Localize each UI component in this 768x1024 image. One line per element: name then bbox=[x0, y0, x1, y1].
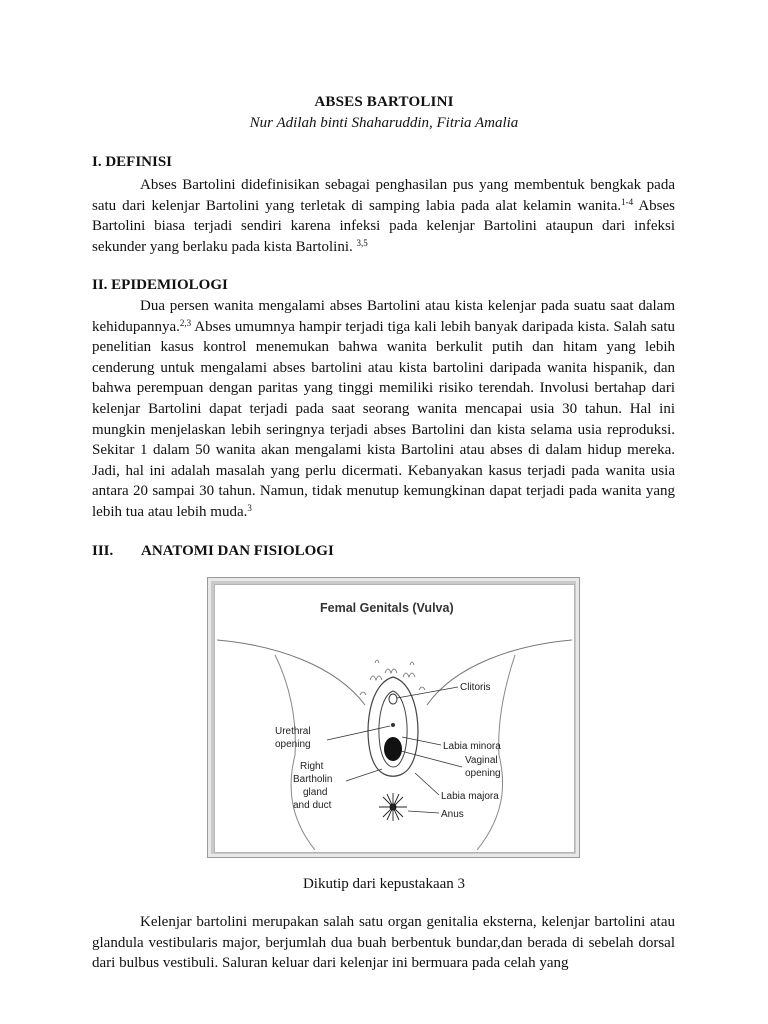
leader-labia-majora bbox=[415, 773, 439, 795]
vulva-diagram bbox=[215, 585, 574, 852]
leader-bartholin bbox=[346, 769, 382, 781]
label-bartholin-line4: and duct bbox=[293, 800, 332, 811]
paragraph-text: Abses Bartolini didefinisikan sebagai penghasilan pus yang membentuk bengkak pada satu dari kelenjar Bartolini yang terletak di samping labia pada alat kelamin wanita. bbox=[92, 177, 675, 214]
label-urethral-line2: opening bbox=[275, 739, 311, 750]
label-bartholin-line2: Bartholin bbox=[293, 774, 333, 785]
label-vaginal-line2: opening bbox=[465, 768, 501, 779]
clitoris-shape bbox=[389, 694, 397, 704]
leg-outline-left bbox=[275, 655, 315, 850]
section-number: III. bbox=[92, 543, 114, 559]
anatomy-figure bbox=[207, 577, 580, 858]
paragraph-epidemiologi bbox=[92, 296, 675, 523]
urethral-opening-shape bbox=[391, 723, 395, 727]
leader-urethral bbox=[327, 726, 390, 740]
label-bartholin-line1: Right bbox=[300, 761, 324, 772]
document-title: ABSES BARTOLINI bbox=[314, 94, 454, 110]
citation: 1-4 bbox=[621, 196, 634, 207]
citation: 2,3 bbox=[179, 317, 192, 328]
paragraph-text: Abses Bartolini biasa terjadi sendiri karena infeksi pada kelenjar Bartolini ataupun dari infeksi sekunder yang berlaku pada kista Bartolini. bbox=[92, 197, 675, 255]
section-heading-definisi: I. DEFINISI bbox=[92, 154, 173, 170]
paragraph-text: Abses umumnya hampir terjadi tiga kali lebih banyak daripada kista. Salah satu penelitian kasus kontrol menemukan bahwa wanita berkulit putih dan hitam yang lebih cenderung untuk mengalami abses bartolini atau kista bartolini daripada wanita hispanik, dan bahwa perempuan dengan paritas yang tinggi memiliki risiko terendah. Involusi bertahap dari kelenjar Bartolini dapat terjadi pada saat seorang wanita mencapai usia 30 tahun. Hal ini mungkin menjelaskan lebih seringnya terjadi abses Bartolini dan kista selama usia reproduksi. Sekitar 1 dalam 50 wanita akan mengalami kista Bartolini atau abses di dalam hidup mereka. Jadi, hal ini adalah masalah yang perlu dicermati. Kebanyakan kasus terjadi pada wanita usia antara 20 sampai 30 tahun. Namun, tidak menutup kemungkinan dapat terjadi pada wanita yang lebih tua atau lebih muda. bbox=[92, 318, 675, 520]
figure-canvas bbox=[214, 584, 575, 853]
citation: 3,5 bbox=[356, 237, 368, 248]
figure-title: Femal Genitals (Vulva) bbox=[320, 601, 454, 615]
section-heading-anatomi bbox=[92, 543, 334, 560]
anus-shape bbox=[379, 793, 407, 821]
document-authors: Nur Adilah binti Shaharuddin, Fitria Amalia bbox=[249, 115, 519, 131]
label-anus: Anus bbox=[441, 809, 464, 820]
thigh-outline-left bbox=[217, 640, 365, 705]
leader-anus bbox=[408, 811, 439, 813]
thigh-outline-right bbox=[427, 640, 572, 705]
label-labia-minora: Labia minora bbox=[443, 741, 501, 752]
vaginal-opening-shape bbox=[384, 737, 402, 761]
section-heading-epidemiologi: II. EPIDEMIOLOGI bbox=[92, 277, 228, 293]
figure-caption: Dikutip dari kepustakaan 3 bbox=[302, 876, 466, 892]
paragraph-definisi bbox=[92, 175, 675, 257]
label-labia-majora: Labia majora bbox=[441, 791, 499, 802]
citation: 3 bbox=[247, 502, 252, 513]
section-title: ANATOMI DAN FISIOLOGI bbox=[141, 543, 334, 559]
paragraph-anatomi: Kelenjar bartolini merupakan salah satu organ genitalia eksterna, kelenjar bartolini atau glandula vestibularis major, berjumlah dua buah berbentuk bundar,dan berada di sebelah dorsal dari bulbus vestibuli. Saluran keluar dari kelenjar ini bermuara pada celah yang bbox=[92, 914, 675, 972]
leader-vaginal bbox=[401, 751, 462, 767]
label-vaginal-line1: Vaginal bbox=[465, 755, 498, 766]
leader-clitoris bbox=[397, 687, 458, 698]
label-urethral-line1: Urethral bbox=[275, 726, 311, 737]
label-clitoris: Clitoris bbox=[460, 682, 491, 693]
leader-labia-minora bbox=[402, 737, 441, 745]
label-bartholin-line3: gland bbox=[303, 787, 328, 798]
paragraph-text: Dua persen wanita mengalami abses Bartolini atau kista kelenjar pada suatu saat dalam kehidupannya. bbox=[92, 298, 675, 335]
